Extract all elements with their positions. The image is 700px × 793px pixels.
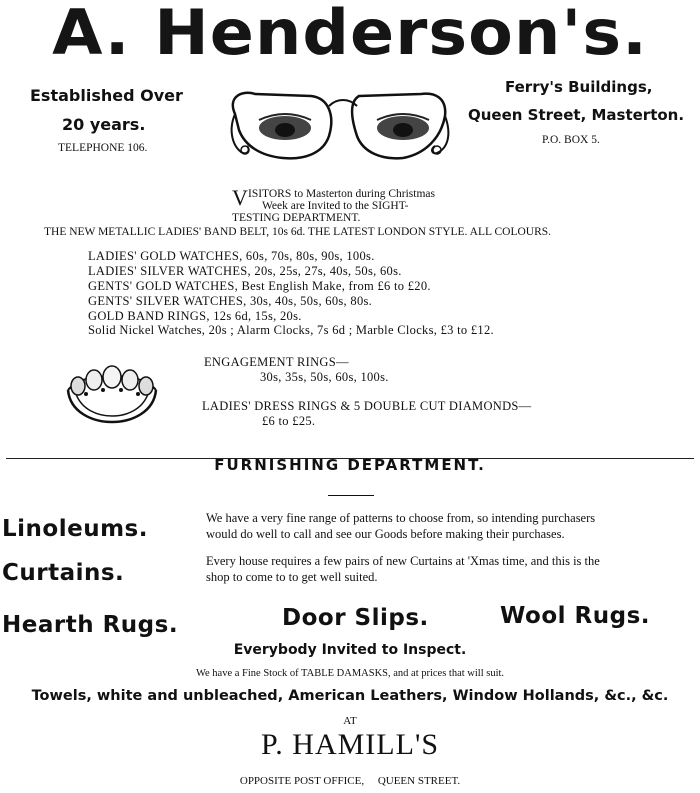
linoleums-text-2: would do well to call and see our Goods before making their purchases.: [206, 527, 565, 541]
list-item: LADIES' SILVER WATCHES, 20s, 25s, 27s, 40s, 50s, 60s.: [88, 264, 402, 278]
address-line-1: Ferry's Buildings,: [505, 78, 653, 96]
po-box: P.O. BOX 5.: [542, 134, 600, 146]
engagement-rings-heading: ENGAGEMENT RINGS—: [204, 355, 349, 369]
towels-line: Towels, white and unbleached, American Leathers, Window Hollands, &c., &c.: [31, 688, 669, 704]
spectacles-icon: [225, 76, 465, 166]
list-item: GENTS' SILVER WATCHES, 30s, 40s, 50s, 60s, 80s.: [88, 294, 373, 308]
band-belt-line: THE NEW METALLIC LADIES' BAND BELT, 10s 6d. THE LATEST LONDON STYLE. ALL COLOURS.: [44, 226, 552, 238]
store-name: P. HAMILL'S: [260, 728, 440, 761]
list-item: GOLD BAND RINGS, 12s 6d, 15s, 20s.: [88, 309, 302, 323]
established-line-1: Established Over: [30, 86, 183, 105]
established-line-2: 20 years.: [62, 115, 146, 134]
curtains-text-1: Every house requires a few pairs of new Curtains at 'Xmas time, and this is the: [206, 554, 600, 568]
list-item: GENTS' GOLD WATCHES, Best English Make, from £6 to £20.: [88, 279, 431, 293]
dress-rings-line-1: LADIES' DRESS RINGS & 5 DOUBLE CUT DIAMONDS—: [202, 399, 532, 413]
curtains-heading: Curtains.: [2, 560, 125, 586]
at-label: AT: [343, 715, 357, 727]
engagement-rings-prices: 30s, 35s, 50s, 60s, 100s.: [260, 370, 389, 384]
page-title: A. Henderson's.: [52, 0, 648, 69]
table-damasks-line: We have a Fine Stock of TABLE DAMASKS, and at prices that will suit.: [195, 668, 505, 679]
door-slips-heading: Door Slips.: [282, 605, 429, 631]
visitors-line-1: ISITORS to Masterton during Christmas: [248, 188, 435, 200]
linoleums-heading: Linoleums.: [2, 516, 148, 542]
store-location: OPPOSITE POST OFFICE, QUEEN STREET.: [239, 775, 461, 787]
visitors-initial: V: [232, 185, 248, 210]
heading-underline: [328, 495, 374, 496]
list-item: LADIES' GOLD WATCHES, 60s, 70s, 80s, 90s, 100s.: [88, 249, 375, 263]
visitors-line-3: TESTING DEPARTMENT.: [232, 212, 361, 224]
list-item: Solid Nickel Watches, 20s ; Alarm Clocks, 7s 6d ; Marble Clocks, £3 to £12.: [88, 323, 494, 337]
curtains-text-2: shop to come to to get well suited.: [206, 570, 378, 584]
address-line-2: Queen Street, Masterton.: [468, 106, 685, 124]
furnishing-heading: FURNISHING DEPARTMENT.: [214, 456, 486, 474]
invitation-line: Everybody Invited to Inspect.: [233, 642, 467, 658]
linoleums-text-1: We have a very fine range of patterns to choose from, so intending purchasers: [206, 511, 596, 525]
telephone-number: TELEPHONE 106.: [58, 142, 148, 154]
visitors-line-2: Week are Invited to the SIGHT-: [262, 200, 409, 212]
hearth-rugs-heading: Hearth Rugs.: [2, 612, 179, 638]
ring-icon: [62, 360, 162, 426]
dress-rings-line-2: £6 to £25.: [262, 414, 316, 428]
wool-rugs-heading: Wool Rugs.: [500, 603, 651, 629]
